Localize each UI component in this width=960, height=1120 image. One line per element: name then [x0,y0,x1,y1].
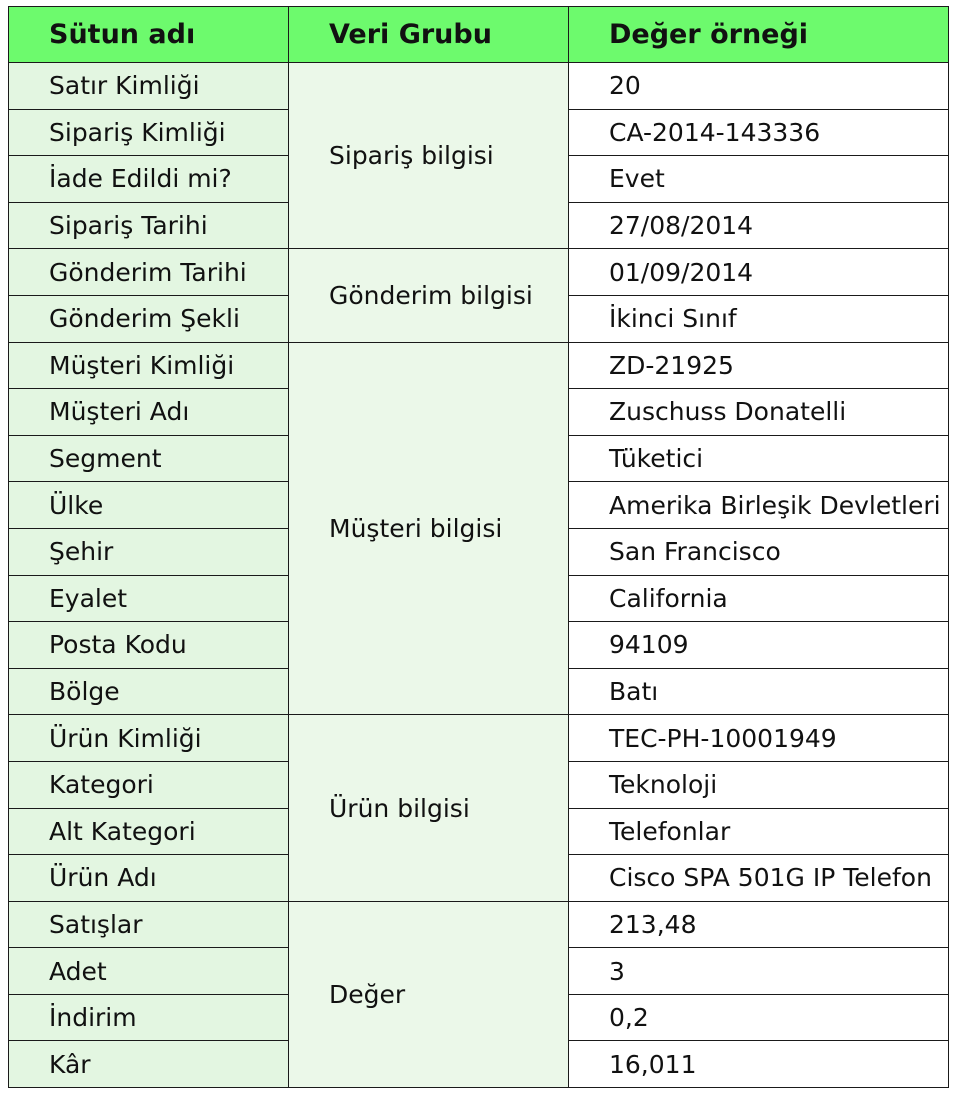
column-name-cell: Satışlar [9,901,289,948]
example-value-cell: San Francisco [569,528,949,575]
example-value-cell: 16,011 [569,1041,949,1088]
example-value-cell: Amerika Birleşik Devletleri [569,482,949,529]
column-name-cell: Kategori [9,761,289,808]
data-group-cell: Müşteri bilgisi [289,342,569,715]
data-group-cell: Ürün bilgisi [289,715,569,901]
column-name-cell: Şehir [9,528,289,575]
column-name-cell: Ürün Kimliği [9,715,289,762]
header-row [9,7,949,63]
data-group-cell: Değer [289,901,569,1087]
data-schema-table [8,6,949,1088]
column-name-cell: Alt Kategori [9,808,289,855]
example-value-cell: California [569,575,949,622]
table-row [9,715,949,762]
example-value-cell: Teknoloji [569,761,949,808]
column-name-cell: Sipariş Kimliği [9,109,289,156]
column-name-cell: Satır Kimliği [9,63,289,110]
example-value-cell: 94109 [569,622,949,669]
header-data-group: Veri Grubu [289,7,569,63]
example-value-cell: 0,2 [569,994,949,1041]
example-value-cell: 01/09/2014 [569,249,949,296]
column-name-cell: Eyalet [9,575,289,622]
example-value-cell: İkinci Sınıf [569,295,949,342]
example-value-cell: Tüketici [569,435,949,482]
table-row [9,901,949,948]
header-column-name: Sütun adı [9,7,289,63]
column-name-cell: Ülke [9,482,289,529]
example-value-cell: 3 [569,948,949,995]
example-value-cell: ZD-21925 [569,342,949,389]
example-value-cell: 27/08/2014 [569,202,949,249]
column-name-cell: Adet [9,948,289,995]
data-group-cell: Gönderim bilgisi [289,249,569,342]
example-value-cell: CA-2014-143336 [569,109,949,156]
table-body [9,63,949,1088]
example-value-cell: Zuschuss Donatelli [569,389,949,436]
example-value-cell: Telefonlar [569,808,949,855]
example-value-cell: Cisco SPA 501G IP Telefon [569,855,949,902]
column-name-cell: Bölge [9,668,289,715]
example-value-cell: Evet [569,156,949,203]
column-name-cell: Gönderim Tarihi [9,249,289,296]
example-value-cell: TEC-PH-10001949 [569,715,949,762]
example-value-cell: 213,48 [569,901,949,948]
column-name-cell: Müşteri Kimliği [9,342,289,389]
table-row [9,249,949,296]
data-group-cell: Sipariş bilgisi [289,63,569,249]
column-name-cell: Posta Kodu [9,622,289,669]
column-name-cell: Müşteri Adı [9,389,289,436]
column-name-cell: Segment [9,435,289,482]
example-value-cell: 20 [569,63,949,110]
column-name-cell: Sipariş Tarihi [9,202,289,249]
column-name-cell: Ürün Adı [9,855,289,902]
column-name-cell: İndirim [9,994,289,1041]
column-name-cell: Gönderim Şekli [9,295,289,342]
table-row [9,63,949,110]
header-example-value: Değer örneği [569,7,949,63]
example-value-cell: Batı [569,668,949,715]
column-name-cell: İade Edildi mi? [9,156,289,203]
column-name-cell: Kâr [9,1041,289,1088]
table-row [9,342,949,389]
